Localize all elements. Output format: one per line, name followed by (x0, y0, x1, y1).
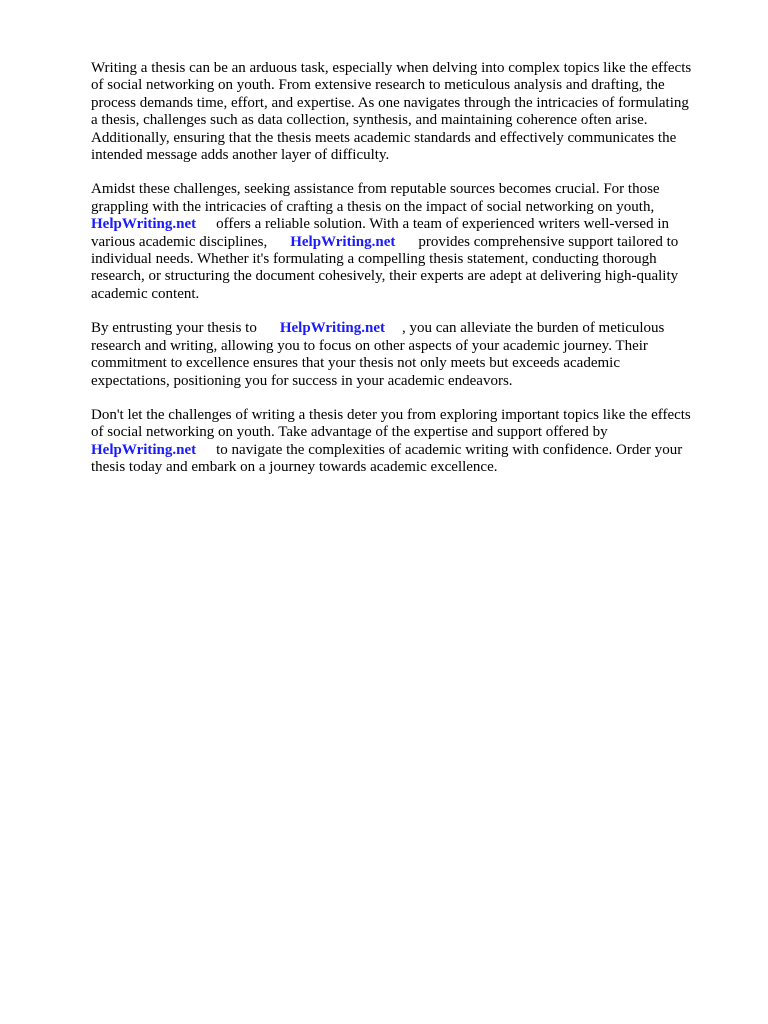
text-line (91, 442, 721, 459)
text-line: individual needs. Whether it's formulating a compelling thesis statement, conducting thorough (91, 251, 657, 268)
paragraph-intro (91, 60, 721, 164)
helpwriting-link[interactable]: HelpWriting.net (279, 320, 385, 337)
text-line: expectations, positioning you for success in your academic endeavors. (91, 372, 513, 389)
paragraph-assistance (91, 181, 721, 303)
text-line: Writing a thesis can be an arduous task, especially when delving into complex topics like the effects (91, 60, 692, 76)
text-fragment: By entrusting your thesis to (91, 320, 257, 337)
helpwriting-link[interactable]: HelpWriting.net (91, 441, 197, 458)
text-line: intended message adds another layer of difficulty. (91, 147, 390, 164)
text-line: research, or structuring the document cohesively, their experts are adept at delivering high-quality (91, 268, 679, 285)
text-line: Don't let the challenges of writing a thesis deter you from exploring important topics like the effects (91, 406, 691, 423)
text-line: process demands time, effort, and expertise. As one navigates through the intricacies of formulating (91, 94, 689, 111)
text-line: Additionally, ensuring that the thesis meets academic standards and effectively communicates the (91, 129, 677, 146)
text-line: research and writing, allowing you to focus on other aspects of your academic journey. Their (91, 337, 648, 354)
text-line: Amidst these challenges, seeking assistance from reputable sources becomes crucial. For those (91, 181, 660, 198)
text-fragment: provides comprehensive support tailored to (418, 233, 679, 250)
text-line: of social networking on youth. Take advantage of the expertise and support offered by (91, 424, 608, 441)
text-line (91, 216, 721, 233)
document-page (91, 60, 721, 494)
paragraph-entrusting (91, 320, 721, 390)
text-line: academic content. (91, 285, 200, 302)
helpwriting-link[interactable]: HelpWriting.net (91, 216, 197, 233)
text-fragment: various academic disciplines, (91, 233, 268, 250)
text-fragment: to navigate the complexities of academic writing with confidence. Order your (216, 441, 683, 458)
helpwriting-link[interactable]: HelpWriting.net (290, 233, 396, 250)
text-line (91, 320, 721, 337)
text-line (91, 234, 721, 251)
text-fragment: offers a reliable solution. With a team of experienced writers well-versed in (216, 216, 669, 233)
text-line: of social networking on youth. From extensive research to meticulous analysis and drafting, the (91, 77, 665, 94)
text-line: a thesis, challenges such as data collection, synthesis, and maintaining coherence often arise. (91, 112, 648, 129)
text-line: grappling with the intricacies of crafting a thesis on the impact of social networking on youth, (91, 198, 655, 215)
text-line: thesis today and embark on a journey towards academic excellence. (91, 459, 498, 476)
paragraph-conclusion (91, 407, 721, 477)
text-fragment: , you can alleviate the burden of meticulous (401, 320, 665, 337)
text-line: commitment to excellence ensures that your thesis not only meets but exceeds academic (91, 355, 620, 372)
